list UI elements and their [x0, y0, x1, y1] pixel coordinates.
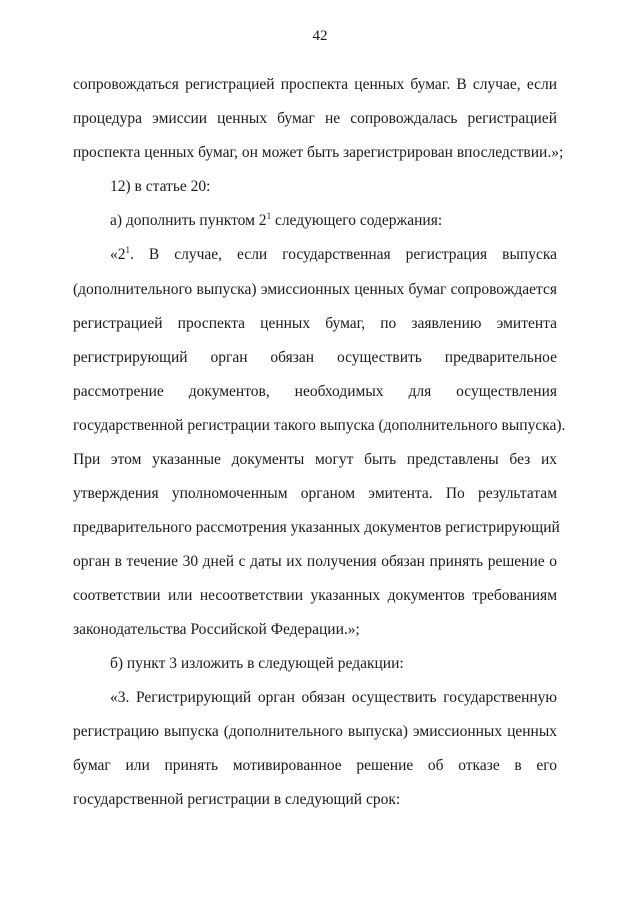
text-line: сопровождаться регистрацией проспекта ценных бумаг. В случае, если — [73, 76, 557, 93]
text-line: б) пункт 3 изложить в следующей редакции: — [110, 655, 404, 672]
text-line: утверждения уполномоченным органом эмитента. По результатам — [73, 485, 557, 502]
text-line: бумаг или принять мотивированное решение об отказе в его — [73, 757, 557, 774]
superscript: 1 — [125, 245, 130, 255]
text-run: «2 — [110, 246, 126, 263]
text-line: 12) в статье 20: — [110, 178, 211, 195]
text-line: соответствии или несоответствии указанных документов требованиям — [73, 587, 557, 604]
text-line — [110, 211, 557, 231]
text-line: государственной регистрации в следующий срок: — [73, 791, 401, 808]
page-number: 42 — [312, 28, 328, 44]
text-line: регистрирующий орган обязан осуществить предварительное — [73, 349, 557, 366]
text-line: законодательства Российской Федерации.»; — [73, 621, 360, 638]
text-line — [110, 245, 557, 265]
text-line: регистрацию выпуска (дополнительного выпуска) эмиссионных ценных — [73, 723, 557, 740]
text-line: орган в течение 30 дней с даты их получения обязан принять решение о — [73, 553, 557, 570]
text-line: предварительного рассмотрения указанных документов регистрирующий — [73, 519, 560, 536]
text-line: (дополнительного выпуска) эмиссионных ценных бумаг сопровождается — [73, 281, 557, 298]
text-run: следующего содержания: — [271, 212, 443, 229]
text-line: «3. Регистрирующий орган обязан осуществить государственную — [110, 689, 557, 706]
text-run: а) дополнить пунктом 2 — [110, 212, 267, 229]
superscript: 1 — [266, 211, 272, 221]
text-run: . В случае, если государственная регистрация выпуска — [130, 246, 557, 263]
text-line: государственной регистрации такого выпуска (дополнительного выпуска). — [73, 417, 566, 434]
text-line: проспекта ценных бумаг, он может быть зарегистрирован впоследствии.»; — [73, 144, 564, 161]
text-line: процедура эмиссии ценных бумаг не сопровождалась регистрацией — [73, 110, 557, 127]
text-line: регистрацией проспекта ценных бумаг, по заявлению эмитента — [73, 315, 557, 332]
text-line: При этом указанные документы могут быть представлены без их — [73, 451, 557, 468]
text-line: рассмотрение документов, необходимых для осуществления — [73, 383, 557, 400]
